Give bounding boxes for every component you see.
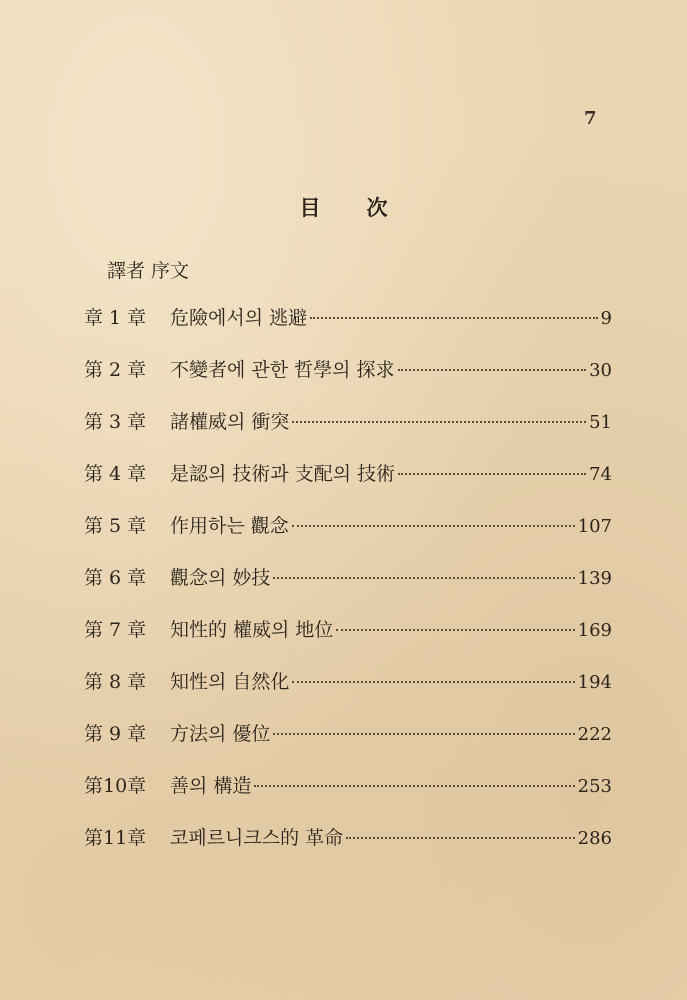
toc-entry <box>84 719 612 771</box>
toc-title: 目次 <box>299 195 434 220</box>
dot-leader <box>292 681 574 683</box>
chapter-title: 知性의 自然化 <box>170 671 290 693</box>
page-number: 7 <box>584 108 597 129</box>
chapter-title: 코페르니크스的 革命 <box>170 827 344 849</box>
dot-leader <box>254 785 574 787</box>
toc-preface: 譯者 序文 <box>107 260 190 282</box>
chapter-title: 善의 構造 <box>170 775 252 797</box>
chapter-number: 第 4 章 <box>84 463 147 485</box>
dot-leader <box>292 421 586 423</box>
dot-leader <box>273 577 574 579</box>
chapter-page: 107 <box>577 516 612 537</box>
dot-leader <box>398 473 586 475</box>
toc-entry <box>84 563 612 615</box>
chapter-title: 方法의 優位 <box>170 723 271 745</box>
toc-entry <box>84 823 612 875</box>
chapter-page: 9 <box>600 308 612 329</box>
chapter-number: 第 8 章 <box>84 671 147 693</box>
toc-entry <box>84 771 612 823</box>
chapter-page: 30 <box>589 360 612 381</box>
chapter-number: 第 5 章 <box>84 515 147 537</box>
chapter-title: 危險에서의 逃避 <box>170 307 308 329</box>
chapter-page: 253 <box>577 776 612 797</box>
chapter-page: 169 <box>577 620 612 641</box>
chapter-title: 諸權威의 衝突 <box>170 411 290 433</box>
toc-entry <box>84 355 612 407</box>
chapter-number: 第 3 章 <box>84 411 147 433</box>
chapter-number: 第 6 章 <box>84 567 147 589</box>
chapter-title: 觀念의 妙技 <box>170 567 271 589</box>
dot-leader <box>398 369 587 371</box>
toc-entry <box>84 615 612 667</box>
toc-entry <box>84 407 612 459</box>
chapter-page: 194 <box>577 672 612 693</box>
chapter-title: 是認의 技術과 支配의 技術 <box>170 463 396 485</box>
chapter-page: 74 <box>589 464 612 485</box>
toc-entry <box>84 667 612 719</box>
dot-leader <box>336 629 574 631</box>
toc-list <box>84 303 612 875</box>
chapter-page: 286 <box>577 828 612 849</box>
chapter-title: 不變者에 관한 哲學의 探求 <box>170 359 395 381</box>
dot-leader <box>346 837 574 839</box>
toc-entry <box>84 303 612 355</box>
dot-leader <box>292 525 575 527</box>
toc-entry <box>84 459 612 511</box>
chapter-title: 知性的 權威의 地位 <box>170 619 334 641</box>
chapter-page: 51 <box>589 412 612 433</box>
chapter-number: 第 2 章 <box>84 359 147 381</box>
chapter-number: 第10章 <box>84 775 147 797</box>
chapter-number: 第 9 章 <box>84 723 147 745</box>
chapter-number: 章 1 章 <box>84 307 147 329</box>
chapter-page: 139 <box>577 568 612 589</box>
chapter-number: 第11章 <box>84 827 147 849</box>
chapter-title: 作用하는 觀念 <box>170 515 289 537</box>
dot-leader <box>310 317 597 319</box>
dot-leader <box>273 733 574 735</box>
toc-entry <box>84 511 612 563</box>
chapter-number: 第 7 章 <box>84 619 147 641</box>
chapter-page: 222 <box>577 724 612 745</box>
